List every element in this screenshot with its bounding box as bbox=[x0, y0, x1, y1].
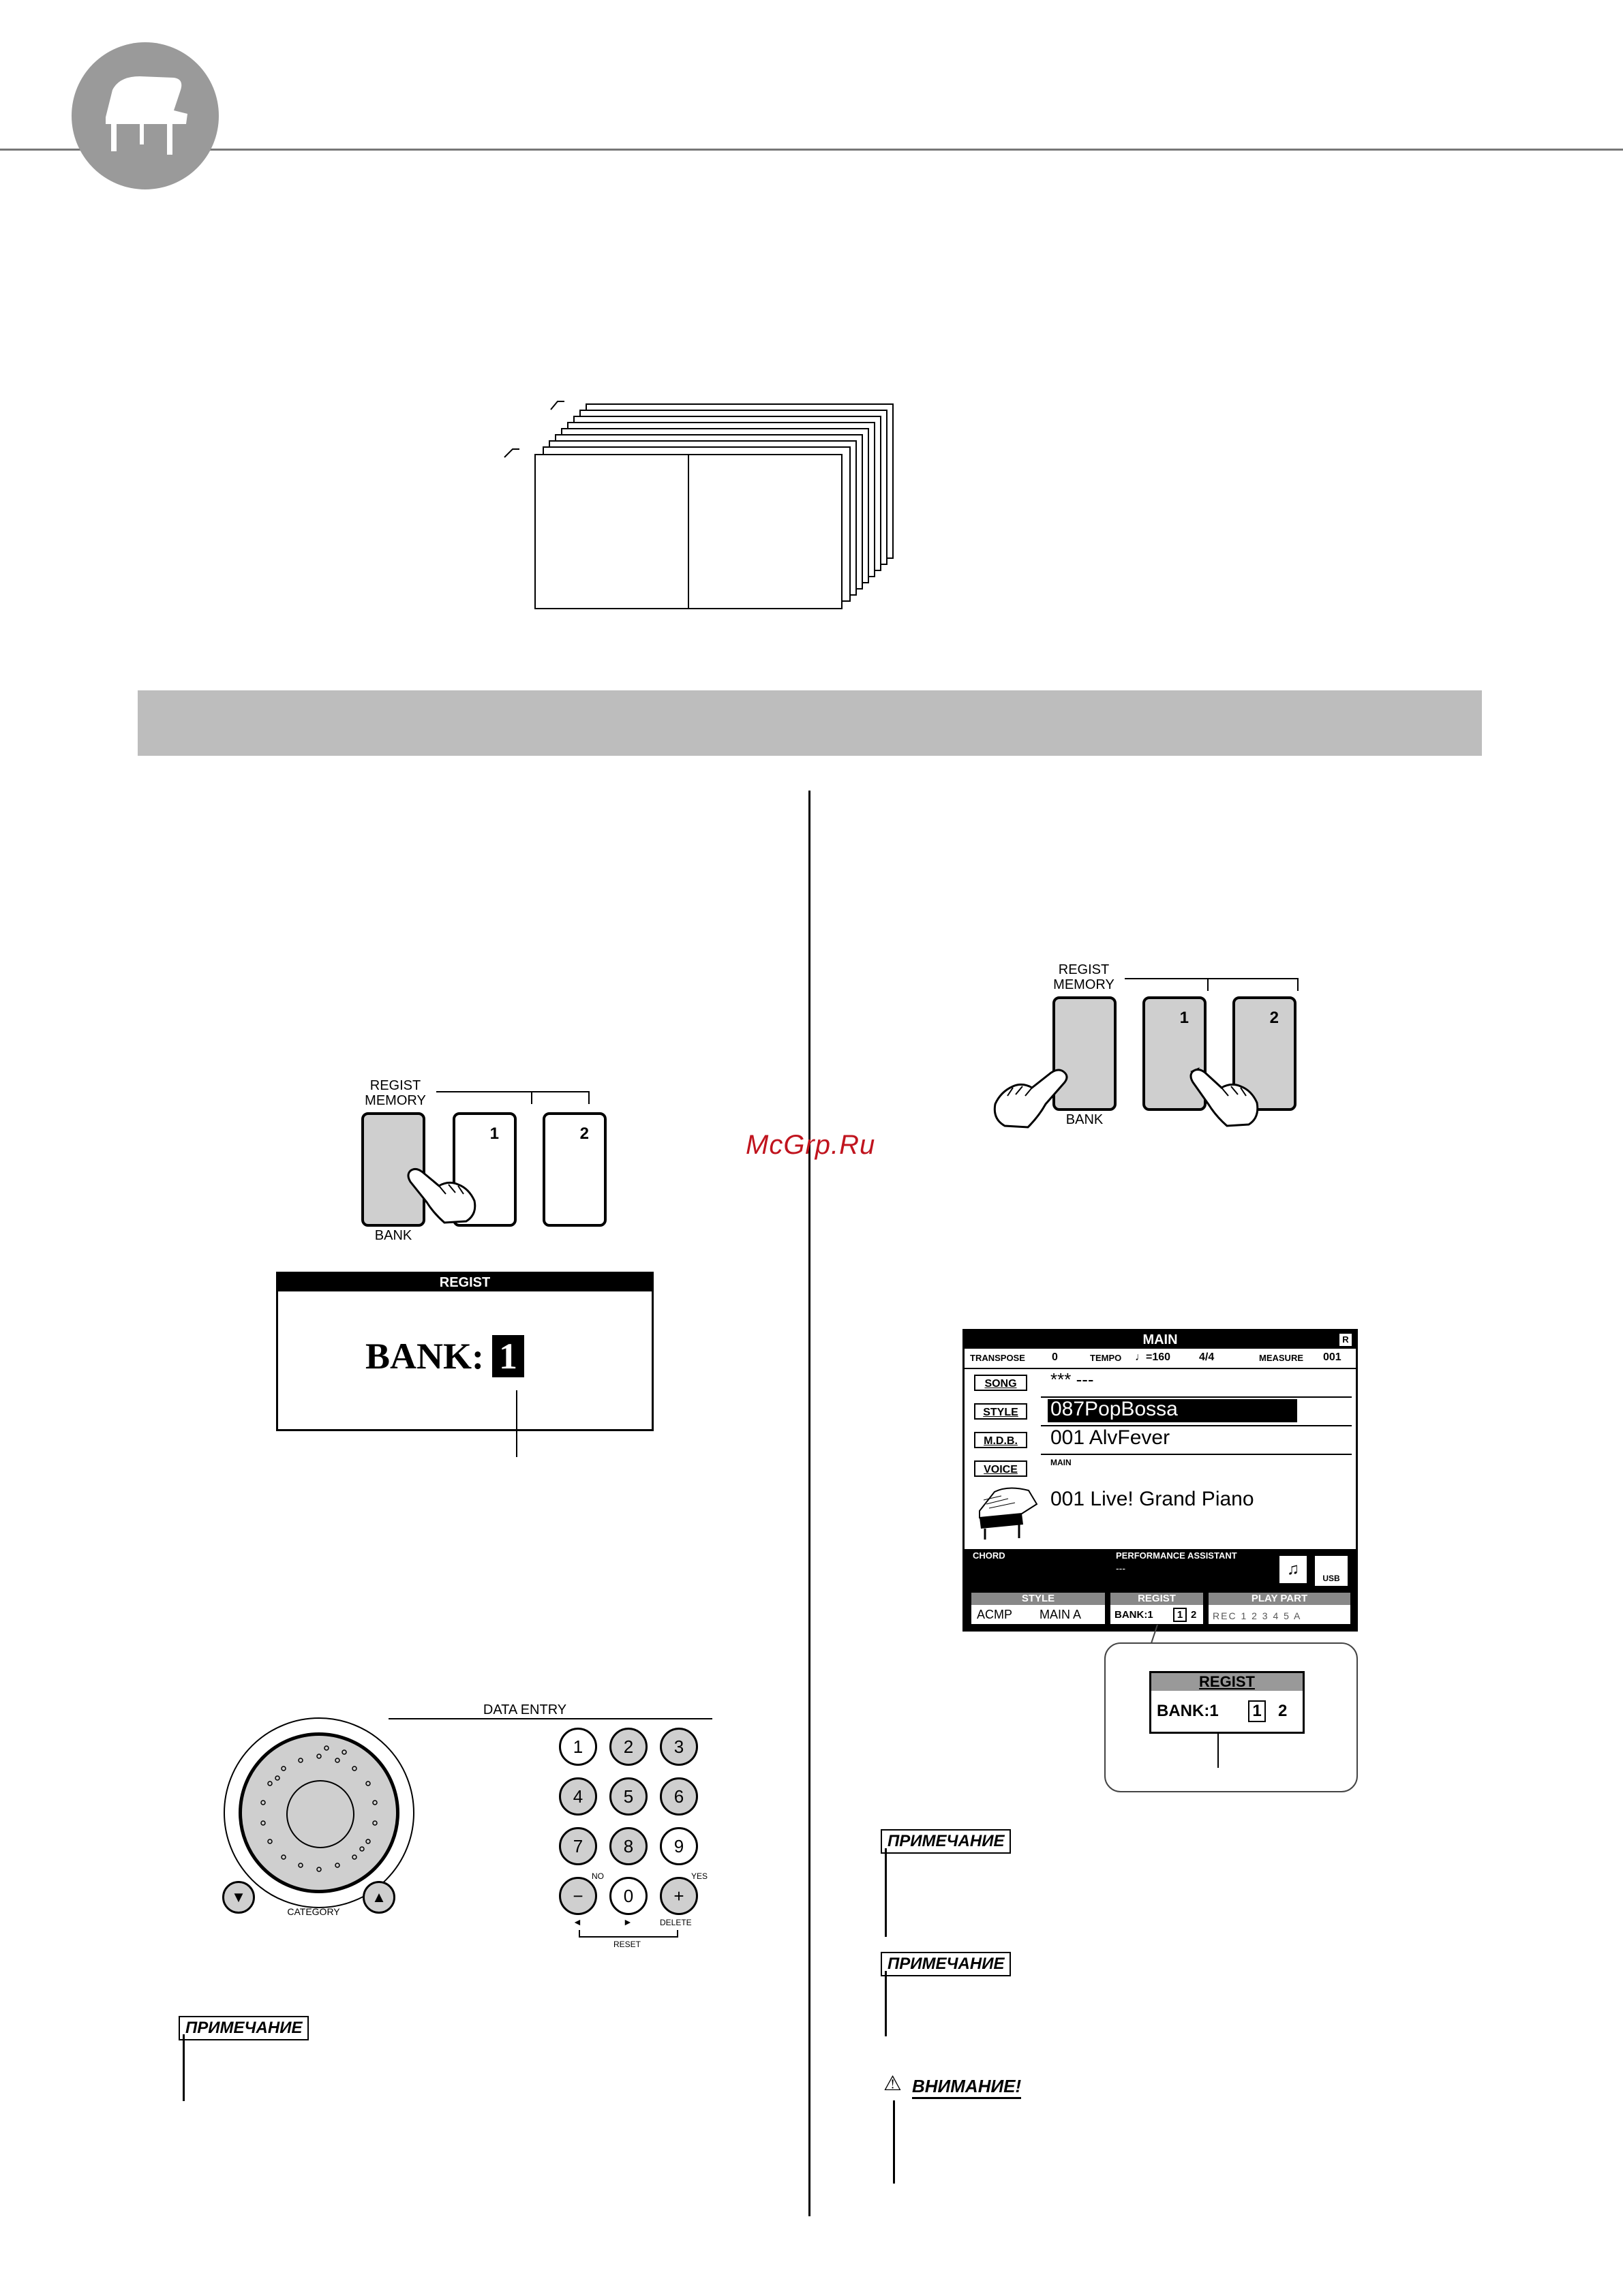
note-label-right-1: ПРИМЕЧАНИЕ bbox=[881, 1829, 1011, 1854]
regist-button-2-right[interactable]: 2 bbox=[1232, 996, 1296, 1111]
data-dial[interactable] bbox=[239, 1732, 399, 1893]
key-4[interactable]: 4 bbox=[559, 1777, 597, 1816]
regist-memory-panel-right bbox=[988, 962, 1309, 1153]
bracket-line bbox=[436, 1090, 593, 1107]
style-tag: STYLE bbox=[974, 1403, 1027, 1420]
music-icon: ♫ bbox=[1278, 1555, 1308, 1585]
section-banner bbox=[138, 690, 1482, 756]
piano-section-icon bbox=[72, 42, 219, 189]
left-arrow: ◄ bbox=[573, 1916, 582, 1927]
reset-label: RESET bbox=[613, 1940, 641, 1949]
data-entry-rule bbox=[389, 1718, 712, 1719]
dial-dots bbox=[242, 1736, 396, 1890]
zoom-pointer bbox=[1217, 1734, 1219, 1768]
yes-label: YES bbox=[691, 1871, 708, 1881]
data-entry-label: DATA ENTRY bbox=[483, 1702, 567, 1717]
lcd-bottom-bar bbox=[965, 1549, 1356, 1629]
warning-icon: ⚠ bbox=[883, 2072, 902, 2095]
key-plus-yes[interactable]: + bbox=[660, 1877, 698, 1915]
main-lcd-display bbox=[962, 1329, 1358, 1632]
play-part-subpanel: PLAY PART REC 1 2 3 4 5 A bbox=[1207, 1591, 1352, 1625]
regist-display-header: REGIST bbox=[278, 1274, 652, 1291]
reset-bracket bbox=[578, 1929, 680, 1940]
key-2[interactable]: 2 bbox=[609, 1728, 648, 1766]
voice-tag: VOICE bbox=[974, 1460, 1027, 1477]
regist-subpanel: REGIST BANK:1 1 2 bbox=[1109, 1591, 1204, 1625]
note-bar-right-2 bbox=[885, 1971, 887, 2036]
bank-label-right: BANK bbox=[1065, 1112, 1104, 1127]
mdb-tag: M.D.B. bbox=[974, 1432, 1027, 1448]
category-label: CATEGORY bbox=[287, 1906, 340, 1917]
note-bar-left bbox=[183, 2034, 185, 2101]
key-0[interactable]: 0 bbox=[609, 1877, 648, 1915]
column-divider bbox=[808, 791, 810, 2216]
lcd-title: MAIN bbox=[965, 1331, 1356, 1349]
zoom-b1: 1 bbox=[1248, 1700, 1266, 1722]
key-1[interactable]: 1 bbox=[559, 1728, 597, 1766]
memory-stack-illustration bbox=[498, 392, 900, 617]
bank-label: BANK bbox=[374, 1228, 412, 1243]
song-value: *** --- bbox=[1050, 1369, 1094, 1390]
voice-value: 001 Live! Grand Piano bbox=[1050, 1488, 1254, 1510]
style-value: 087PopBossa bbox=[1050, 1398, 1178, 1420]
grand-piano-icon bbox=[974, 1484, 1041, 1542]
regist-button-1-right[interactable]: 1 bbox=[1142, 996, 1207, 1111]
delete-label: DELETE bbox=[660, 1918, 692, 1927]
zoom-regist-header: REGIST bbox=[1151, 1673, 1303, 1691]
perf-assist-value: --- bbox=[1116, 1563, 1125, 1574]
style-subpanel: STYLE ACMP MAIN A bbox=[970, 1591, 1106, 1625]
note-bar-right-1 bbox=[885, 1848, 887, 1937]
mdb-value: 001 AlvFever bbox=[1050, 1426, 1170, 1449]
key-minus-no[interactable]: − bbox=[559, 1877, 597, 1915]
key-8[interactable]: 8 bbox=[609, 1827, 648, 1865]
no-label: NO bbox=[592, 1871, 604, 1881]
song-tag: SONG bbox=[974, 1375, 1027, 1391]
regist-button-2[interactable]: 2 bbox=[543, 1112, 607, 1227]
regist-memory-panel-left bbox=[354, 1078, 613, 1249]
key-5[interactable]: 5 bbox=[609, 1777, 648, 1816]
regist-bank-display bbox=[276, 1272, 654, 1431]
note-label-left: ПРИМЕЧАНИЕ bbox=[179, 2016, 309, 2040]
key-9[interactable]: 9 bbox=[660, 1827, 698, 1865]
key-3[interactable]: 3 bbox=[660, 1728, 698, 1766]
regist-zoom-callout bbox=[1104, 1642, 1358, 1792]
key-7[interactable]: 7 bbox=[559, 1827, 597, 1865]
bank-number: 1 bbox=[492, 1335, 524, 1377]
note-label-right-2: ПРИМЕЧАНИЕ bbox=[881, 1952, 1011, 1976]
header-rule bbox=[0, 149, 1623, 151]
zoom-regist-box bbox=[1149, 1671, 1305, 1734]
zoom-b2: 2 bbox=[1278, 1702, 1288, 1720]
bracket-line-right bbox=[1125, 977, 1302, 994]
warning-bar bbox=[893, 2100, 895, 2184]
regist-memory-label-right: REGIST MEMORY bbox=[1053, 962, 1114, 992]
pressing-hand-icon bbox=[406, 1165, 481, 1227]
warning-label: ВНИМАНИЕ! bbox=[912, 2076, 1021, 2099]
voice-sub: MAIN bbox=[1050, 1458, 1072, 1467]
lcd-status-row: TRANSPOSE 0 TEMPO ♩=160 4/4 MEASURE 001 bbox=[965, 1350, 1356, 1369]
bank-readout: BANK: 1 bbox=[365, 1335, 524, 1377]
data-entry-panel bbox=[218, 1697, 723, 1970]
category-up-button[interactable]: ▲ bbox=[363, 1881, 395, 1914]
right-arrow: ► bbox=[623, 1916, 633, 1927]
zoom-bank: BANK:1 bbox=[1157, 1702, 1219, 1720]
usb-icon: USB bbox=[1314, 1555, 1349, 1587]
mdb-underline bbox=[1041, 1454, 1352, 1455]
regist-memory-label: REGIST MEMORY bbox=[365, 1078, 426, 1108]
r-badge: R bbox=[1339, 1334, 1352, 1346]
watermark: McGrp.Ru bbox=[746, 1130, 876, 1160]
right-hand-icon bbox=[1186, 1065, 1281, 1139]
key-6[interactable]: 6 bbox=[660, 1777, 698, 1816]
left-hand-icon bbox=[988, 1065, 1070, 1133]
category-down-button[interactable]: ▼ bbox=[222, 1881, 255, 1914]
chord-label: CHORD bbox=[973, 1550, 1005, 1561]
regist-button-1[interactable]: 1 bbox=[453, 1112, 517, 1227]
perf-assist-label: PERFORMANCE ASSISTANT bbox=[1116, 1550, 1237, 1561]
bank-number-pointer bbox=[516, 1390, 517, 1457]
